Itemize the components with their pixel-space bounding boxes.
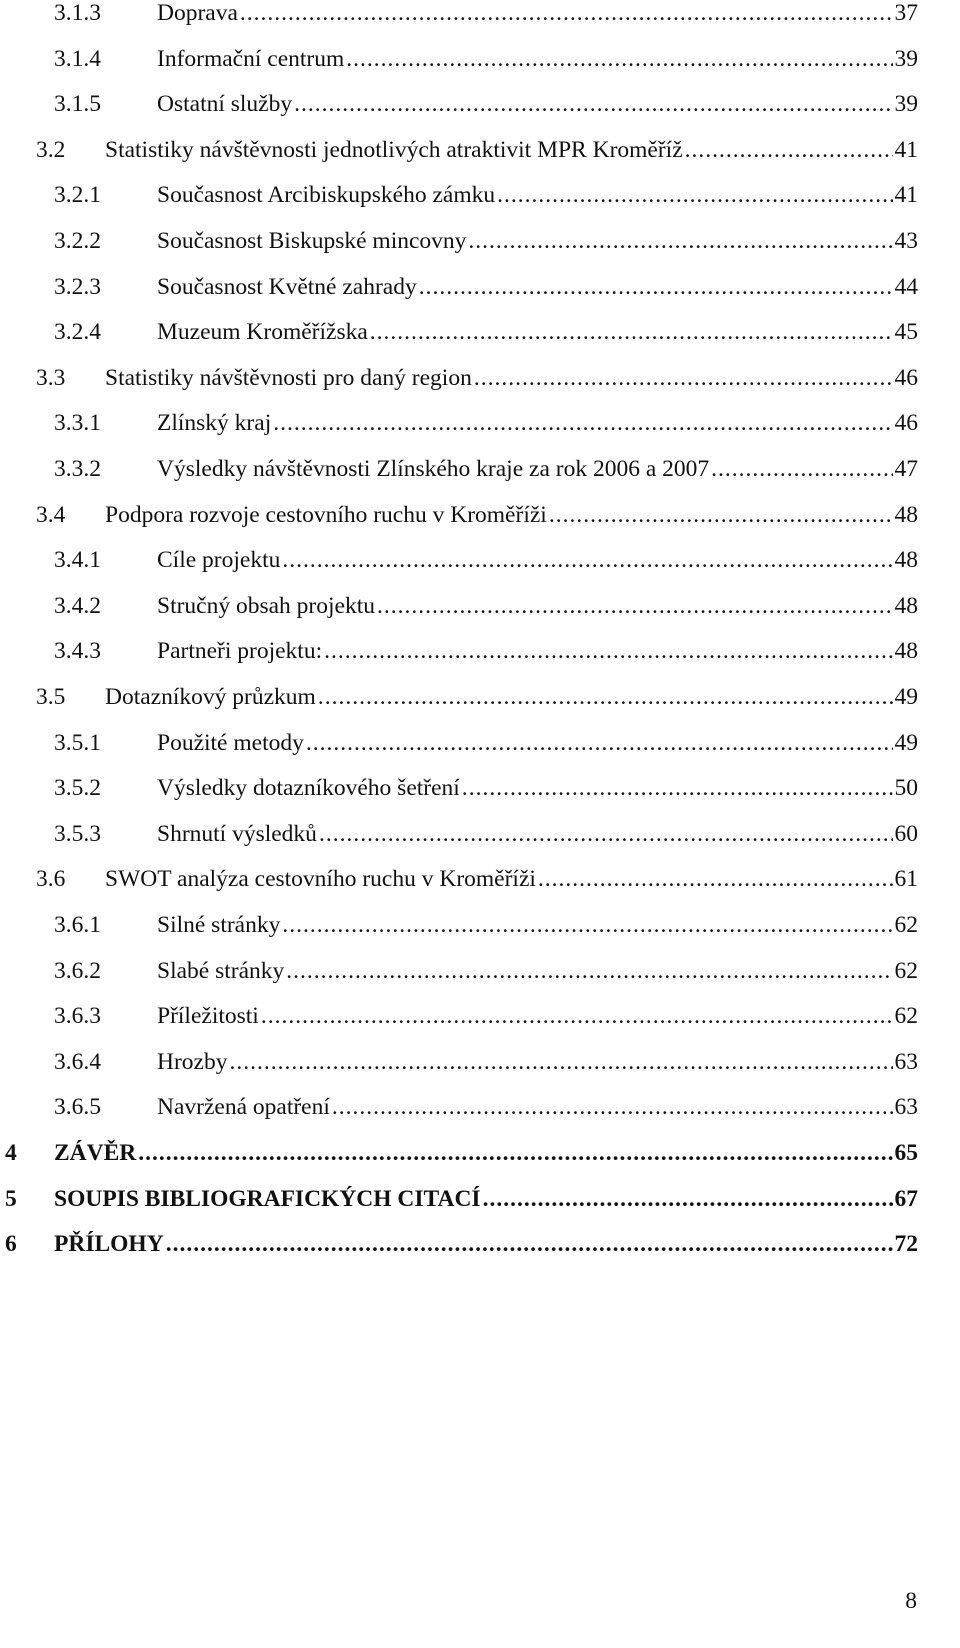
toc-entry — [0, 0, 918, 33]
toc-entry-number: 3.1.4 — [54, 45, 101, 72]
toc-entry-page: 39 — [894, 45, 918, 72]
toc-entry-number: 3.6.1 — [54, 912, 101, 938]
dot-leader — [685, 130, 893, 170]
toc-entry-page: 41 — [894, 136, 918, 163]
toc-entry — [0, 1133, 918, 1173]
toc-entry-title: SWOT analýza cestovního ruchu v Kroměříži — [105, 866, 536, 893]
toc-entry — [0, 586, 918, 626]
toc-entry-title: Současnost Arcibiskupského zámku — [157, 182, 496, 209]
dot-leader — [240, 0, 893, 33]
dot-leader — [286, 951, 892, 991]
toc-entry — [0, 951, 918, 991]
dot-leader — [462, 768, 893, 808]
dot-leader — [468, 221, 892, 261]
dot-leader — [332, 1087, 893, 1127]
toc-entry — [0, 267, 918, 307]
toc-entry-page: 62 — [894, 1003, 918, 1030]
toc-entry-number: 4 — [5, 1140, 17, 1166]
toc-entry — [0, 1087, 918, 1127]
toc-entry-number: 3.4.3 — [54, 638, 101, 665]
toc-entry-title: Statistiky návštěvnosti jednotlivých atraktivit MPR Kroměříž — [105, 136, 683, 163]
toc-entry-page: 46 — [894, 364, 918, 391]
toc-entry — [0, 768, 918, 808]
toc-entry — [0, 495, 918, 535]
toc-entry-title: Doprava — [157, 0, 238, 26]
toc-entry-page: 39 — [894, 91, 918, 118]
toc-entry-page: 60 — [894, 820, 918, 847]
toc-entry-page: 49 — [894, 729, 918, 756]
toc-entry-title: Stručný obsah projektu — [157, 592, 375, 619]
toc-entry — [0, 403, 918, 443]
toc-entry-number: 3.1.3 — [54, 0, 101, 26]
toc-entry — [0, 859, 918, 899]
toc-entry-title: PŘÍLOHY — [54, 1231, 164, 1258]
dot-leader — [138, 1133, 892, 1173]
dot-leader — [474, 358, 893, 398]
toc-entry-title: Hrozby — [157, 1048, 228, 1075]
toc-entry-page: 48 — [894, 638, 918, 665]
toc-entry-page: 45 — [894, 319, 918, 346]
toc-entry — [0, 221, 918, 261]
toc-entry-page: 62 — [894, 912, 918, 938]
toc-entry-number: 3.2.1 — [54, 182, 101, 209]
toc-entry-title: Podpora rozvoje cestovního ruchu v Kroměříži — [105, 501, 547, 528]
toc-entry-page: 47 — [894, 456, 918, 482]
toc-entry-number: 3.5.1 — [54, 729, 101, 756]
toc-entry-title: SOUPIS BIBLIOGRAFICKÝCH CITACÍ — [54, 1185, 481, 1212]
dot-leader — [346, 39, 892, 79]
toc-entry-title: Partneři projektu: — [157, 638, 323, 665]
toc-entry-number: 3.6 — [36, 866, 66, 893]
toc-entry-title: Informační centrum — [157, 45, 345, 72]
toc-entry-number: 3.4 — [36, 501, 66, 528]
toc-entry-title: Výsledky dotazníkového šetření — [157, 775, 460, 802]
toc-entry-title: Slabé stránky — [157, 957, 285, 984]
toc-entry-number: 3.4.1 — [54, 547, 101, 574]
toc-entry — [0, 631, 918, 671]
toc-entry — [0, 130, 918, 170]
toc-entry-page: 46 — [894, 410, 918, 437]
toc-entry-title: Ostatní služby — [157, 91, 293, 118]
toc-entry — [0, 814, 918, 854]
toc-entry-number: 3.2.4 — [54, 319, 101, 346]
toc-entry-page: 41 — [894, 182, 918, 209]
toc-entry — [0, 677, 918, 717]
toc-entry — [0, 1224, 918, 1264]
toc-entry-title: Navržená opatření — [157, 1094, 330, 1121]
toc-entry-number: 3.5.2 — [54, 775, 101, 802]
toc-entry-number: 3.6.5 — [54, 1094, 101, 1121]
toc-entry-page: 49 — [894, 684, 918, 710]
toc-entry — [0, 996, 918, 1036]
toc-entry-number: 3.3 — [36, 364, 66, 391]
toc-entry-title: Současnost Biskupské mincovny — [157, 228, 467, 254]
dot-leader — [319, 814, 893, 854]
dot-leader — [538, 859, 893, 899]
toc-entry — [0, 540, 918, 580]
toc-entry-page: 67 — [894, 1185, 918, 1212]
toc-entry — [0, 905, 918, 945]
toc-entry-title: Muzeum Kroměřížska — [157, 319, 368, 346]
dot-leader — [273, 403, 892, 443]
toc-entry-number: 3.3.2 — [54, 456, 101, 482]
toc-entry-title: Silné stránky — [157, 912, 281, 938]
dot-leader — [318, 677, 893, 717]
toc-entry-number: 5 — [5, 1185, 17, 1212]
toc-entry — [0, 358, 918, 398]
toc-entry-page: 50 — [894, 775, 918, 802]
toc-entry-number: 3.2 — [36, 136, 66, 163]
toc-entry-number: 3.2.2 — [54, 228, 101, 254]
toc-entry-title: Shrnutí výsledků — [157, 820, 317, 847]
toc-entry-number: 3.2.3 — [54, 273, 101, 300]
toc-entry-title: Cíle projektu — [157, 547, 281, 574]
toc-entry-number: 3.6.4 — [54, 1048, 101, 1075]
toc-entry — [0, 39, 918, 79]
dot-leader — [549, 495, 893, 535]
toc-entry — [0, 175, 918, 215]
toc-entry-page: 43 — [894, 228, 918, 254]
toc-entry — [0, 84, 918, 124]
toc-entry-number: 3.5.3 — [54, 820, 101, 847]
toc-entry-number: 6 — [5, 1231, 17, 1258]
toc-entry-page: 48 — [894, 547, 918, 574]
dot-leader — [282, 540, 892, 580]
toc-entry — [0, 312, 918, 352]
toc-entry-page: 37 — [894, 0, 918, 26]
toc-entry-number: 3.4.2 — [54, 592, 101, 619]
toc-entry-page: 44 — [894, 273, 918, 300]
toc-entry — [0, 1179, 918, 1219]
page-number: 8 — [905, 1588, 917, 1614]
toc-entry — [0, 1042, 918, 1082]
toc-entry-title: Statistiky návštěvnosti pro daný region — [105, 364, 472, 391]
toc-entry-title: Příležitosti — [157, 1003, 259, 1030]
toc-entry-title: Současnost Květné zahrady — [157, 273, 417, 300]
toc-entry-title: Výsledky návštěvnosti Zlínského kraje za rok 2006 a 2007 — [157, 456, 710, 482]
toc-entry-number: 3.5 — [36, 684, 66, 710]
toc-entry-number: 3.3.1 — [54, 410, 101, 437]
toc-entry-number: 3.6.3 — [54, 1003, 101, 1030]
toc-entry-page: 61 — [894, 866, 918, 893]
dot-leader — [370, 312, 893, 352]
dot-leader — [324, 631, 892, 671]
dot-leader — [166, 1224, 893, 1264]
toc-entry — [0, 723, 918, 763]
dot-leader — [483, 1179, 893, 1219]
toc-entry-title: Dotazníkový průzkum — [105, 684, 316, 710]
dot-leader — [306, 723, 893, 763]
dot-leader — [261, 996, 893, 1036]
dot-leader — [711, 449, 892, 489]
toc-entry-number: 3.6.2 — [54, 957, 101, 984]
dot-leader — [229, 1042, 892, 1082]
toc-entry-page: 72 — [894, 1231, 918, 1258]
dot-leader — [419, 267, 893, 307]
toc-entry-number: 3.1.5 — [54, 91, 101, 118]
toc-entry-page: 65 — [894, 1140, 918, 1166]
toc-entry-page: 63 — [894, 1048, 918, 1075]
toc-entry-title: Zlínský kraj — [157, 410, 272, 437]
dot-leader — [282, 905, 892, 945]
toc-entry-title: Použité metody — [157, 729, 304, 756]
toc-entry-page: 63 — [894, 1094, 918, 1121]
toc-entry-page: 48 — [894, 501, 918, 528]
toc-entry-page: 48 — [894, 592, 918, 619]
toc-entry-page: 62 — [894, 957, 918, 984]
toc-entry — [0, 449, 918, 489]
dot-leader — [294, 84, 892, 124]
dot-leader — [497, 175, 892, 215]
toc-entry-title: ZÁVĚR — [54, 1140, 137, 1166]
dot-leader — [377, 586, 893, 626]
